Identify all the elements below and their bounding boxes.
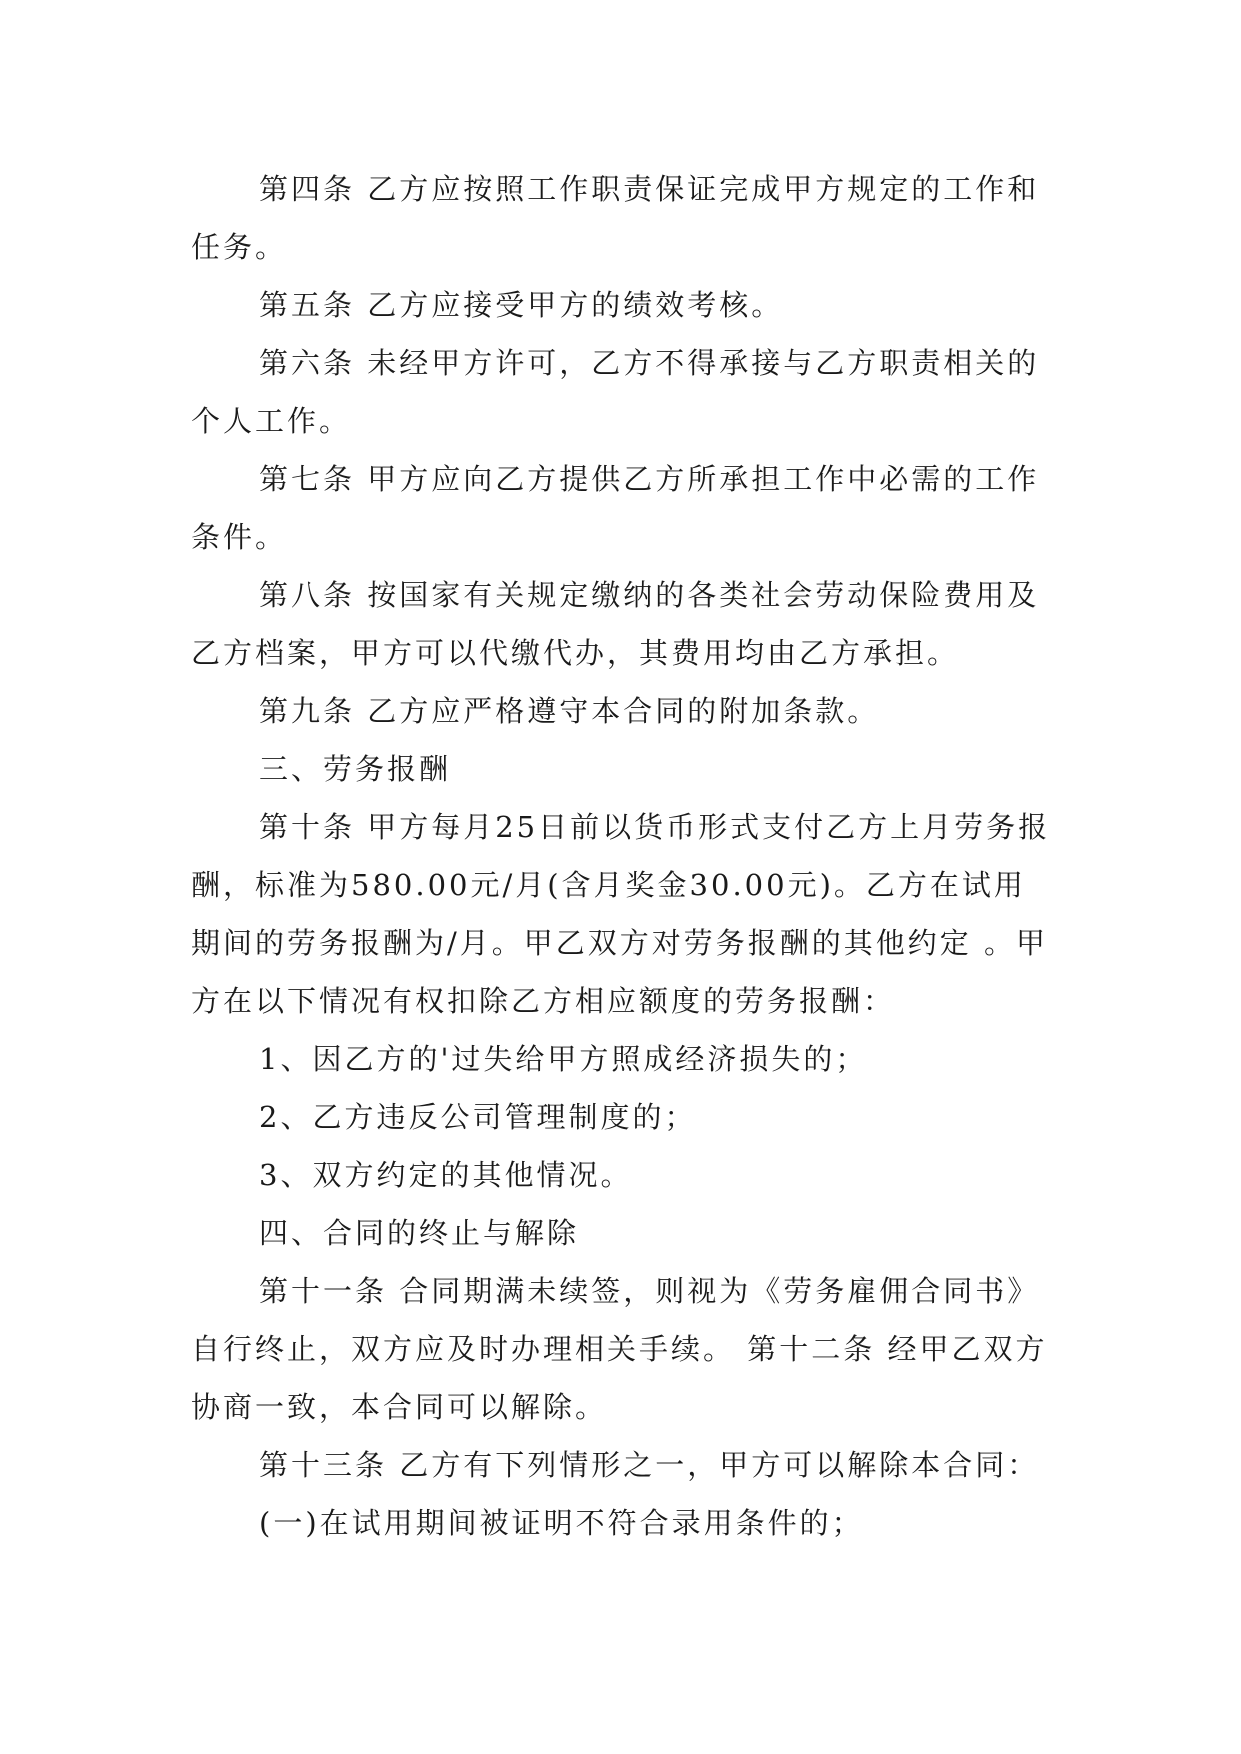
section-heading-termination: 四、合同的终止与解除 xyxy=(259,1216,580,1250)
list-item-deduction-2: 2、乙方违反公司管理制度的； xyxy=(259,1100,697,1134)
paragraph-article-8: 第八条 按国家有关规定缴纳的各类社会劳动保险费用及乙方档案，甲方可以代缴代办，其费用均由乙方承担。 xyxy=(191,578,1040,670)
section-heading-remuneration: 三、劳务报酬 xyxy=(259,752,452,786)
paragraph-article-5: 第五条 乙方应接受甲方的绩效考核。 xyxy=(259,288,784,322)
document-body xyxy=(191,160,1051,1552)
paragraph-article-4: 第四条 乙方应按照工作职责保证完成甲方规定的工作和任务。 xyxy=(191,172,1040,264)
paragraph-article-13: 第十三条 乙方有下列情形之一，甲方可以解除本合同： xyxy=(259,1448,1040,1482)
list-item-deduction-3: 3、双方约定的其他情况。 xyxy=(259,1158,633,1192)
paragraph-article-11-12: 第十一条 合同期满未续签，则视为《劳务雇佣合同书》自行终止，双方应及时办理相关手续。 第十二条 经甲乙双方协商一致，本合同可以解除。 xyxy=(191,1274,1048,1424)
paragraph-article-6: 第六条 未经甲方许可，乙方不得承接与乙方职责相关的个人工作。 xyxy=(191,346,1040,438)
list-item-termination-1: (一)在试用期间被证明不符合录用条件的； xyxy=(259,1506,864,1540)
paragraph-article-10: 第十条 甲方每月25日前以货币形式支付乙方上月劳务报酬，标准为580.00元/月(含月奖金30.00元)。乙方在试用期间的劳务报酬为/月。甲乙双方对劳务报酬的其他约定 。甲方在以下情况有权扣除乙方相应额度的劳务报酬： xyxy=(191,810,1051,1018)
list-item-deduction-1: 1、因乙方的'过失给甲方照成经济损失的； xyxy=(259,1042,868,1076)
paragraph-article-7: 第七条 甲方应向乙方提供乙方所承担工作中必需的工作条件。 xyxy=(191,462,1040,554)
paragraph-article-9: 第九条 乙方应严格遵守本合同的附加条款。 xyxy=(259,694,880,728)
